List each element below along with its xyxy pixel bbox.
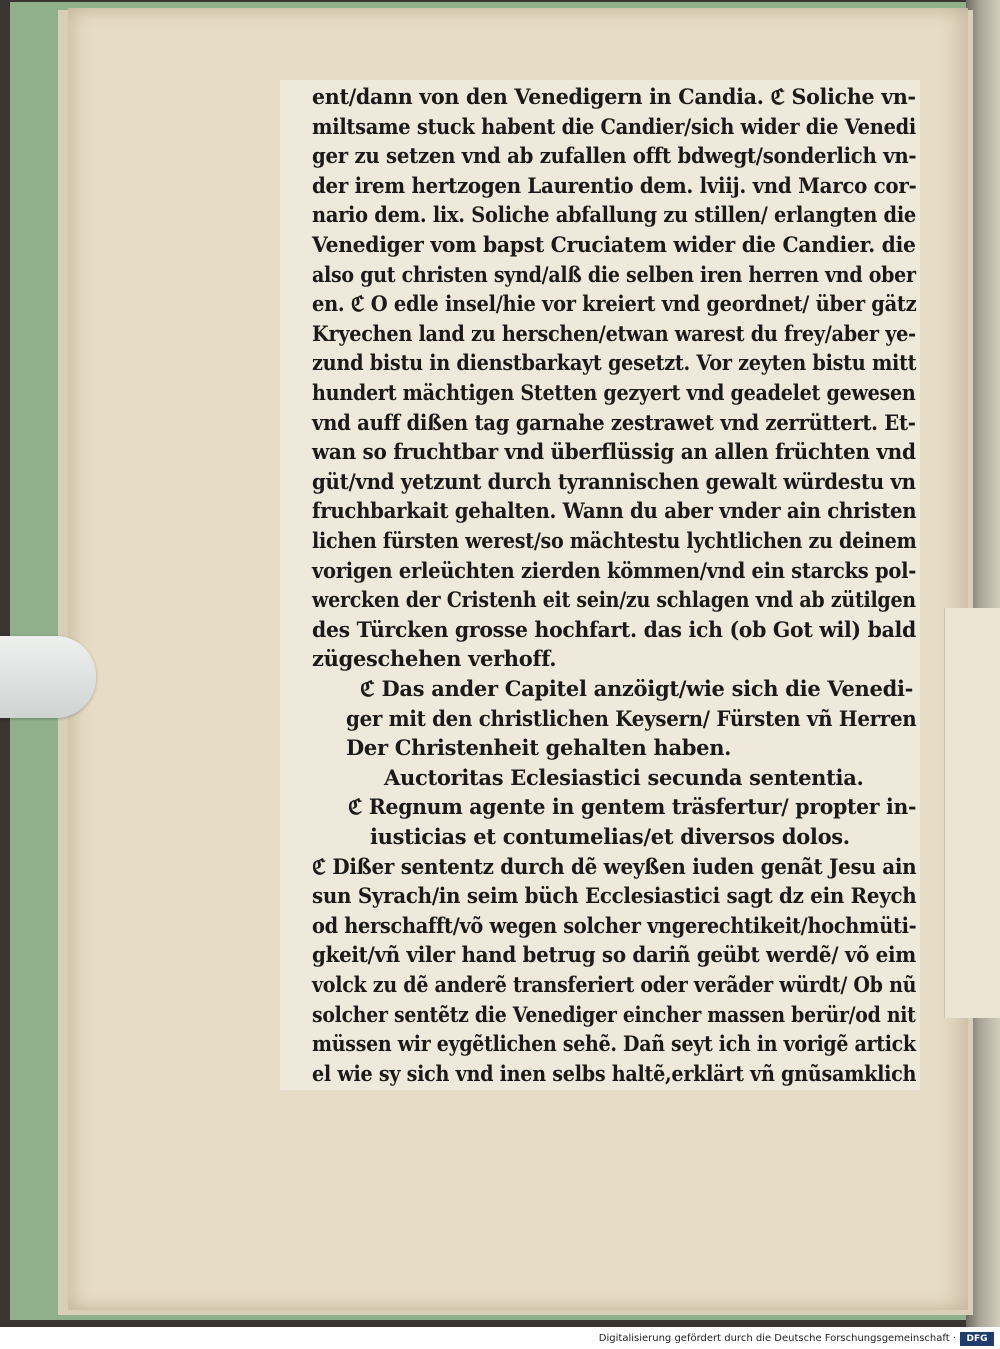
text-line: ent/dann von den Venedigern in Candia. ℭ Soliche vn- bbox=[312, 84, 916, 109]
text-line: ℭ Dißer sententz durch dẽ weyßen iuden genãt Jesu ain bbox=[312, 853, 917, 879]
text-line: ℭ Regnum agente in gentem träsfertur/ propter in- bbox=[348, 794, 917, 820]
text-line: Venediger vom bapst Cruciatem wider die Candier. die bbox=[312, 232, 916, 257]
text-line: ger mit den christlichen Keysern/ Fürsten vñ Herren bbox=[346, 705, 917, 731]
text-line: Der Christenheit gehalten haben. bbox=[346, 735, 732, 761]
text-line: en. ℭ O edle insel/hie vor kreiert vnd geordnet/ über gätz bbox=[312, 291, 917, 317]
text-line: der irem hertzogen Laurentio dem. lviij. vnd Marco cor- bbox=[312, 172, 917, 198]
text-line: also gut christen synd/alß die selben iren herren vnd ober bbox=[312, 261, 916, 287]
text-line: zügeschehen verhoff. bbox=[312, 646, 557, 672]
text-line: zund bistu in dienstbarkayt gesetzt. Vor zeyten bistu mitt bbox=[312, 350, 917, 376]
text-line: wan so fruchtbar vnd überflüssig an allen früchten vnd bbox=[312, 439, 916, 465]
text-line: el wie sy sich vnd inen selbs haltẽ,erklärt vñ gnũsamklich bbox=[312, 1060, 917, 1086]
text-line: lichen fürsten werest/so mächtestu lychtlichen zu deinem bbox=[312, 528, 917, 553]
text-block bbox=[280, 80, 920, 1090]
text-line: Kryechen land zu herschen/etwan warest du frey/aber ye- bbox=[312, 320, 916, 346]
footer-bar bbox=[0, 1331, 1000, 1349]
text-line: hundert mächtigen Stetten gezyert vnd geadelet gewesen bbox=[312, 380, 916, 405]
paper-insert bbox=[944, 608, 1000, 1018]
text-line: od herschafft/võ wegen solcher vngerechtikeit/hochmüti- bbox=[312, 912, 917, 938]
text-line: Auctoritas Eclesiastici secunda sententia. bbox=[384, 764, 864, 790]
text-line: gkeit/vñ viler hand betrug so dariñ geübt werdẽ/ võ eim bbox=[312, 942, 916, 968]
text-line: wercken der Cristenh eit sein/zu schlagen vnd ab zütilgen bbox=[312, 587, 916, 613]
book-page bbox=[68, 8, 968, 1310]
text-line: miltsame stuck habent die Candier/sich wider die Venedi bbox=[312, 113, 917, 139]
text-line: ger zu setzen vnd ab zufallen offt bdwegt/sonderlich vn- bbox=[312, 143, 917, 169]
text-line: sun Syrach/in seim büch Ecclesiastici sagt dz ein Reych bbox=[312, 883, 917, 909]
dfg-logo: DFG bbox=[960, 1332, 994, 1346]
text-line: nario dem. lix. Soliche abfallung zu stillen/ erlangten die bbox=[312, 202, 916, 228]
text-line: solcher sentẽtz die Venediger eincher massen berür/od nit bbox=[312, 1001, 916, 1027]
text-line: iusticias et contumelias/et diversos dolos. bbox=[370, 824, 850, 849]
footer-credit: Digitalisierung gefördert durch die Deutsche Forschungsgemeinschaft · bbox=[598, 1333, 956, 1344]
text-line: müssen wir eygẽtlichen sehẽ. Dañ seyt ich in vorigẽ artick bbox=[312, 1031, 916, 1057]
text-line: ℭ Das ander Capitel anzöigt/wie sich die Venedi- bbox=[360, 676, 914, 701]
plastic-clip bbox=[0, 636, 96, 718]
text-line: güt/vnd yetzunt durch tyrannischen gewalt würdestu vn bbox=[312, 468, 916, 494]
text-line: vnd auff dißen tag garnahe zestrawet vnd zerrüttert. Et- bbox=[312, 409, 916, 435]
text-line: des Türcken grosse hochfart. das ich (ob Got wil) bald bbox=[312, 616, 916, 642]
text-line: vorigen erleüchten zierden kömmen/vnd ein starcks pol- bbox=[312, 557, 917, 583]
text-line: volck zu dẽ anderẽ transferiert oder verãder würdt/ Ob nũ bbox=[312, 972, 917, 997]
text-line: fruchbarkait gehalten. Wann du aber vnder ain christen bbox=[312, 498, 917, 524]
